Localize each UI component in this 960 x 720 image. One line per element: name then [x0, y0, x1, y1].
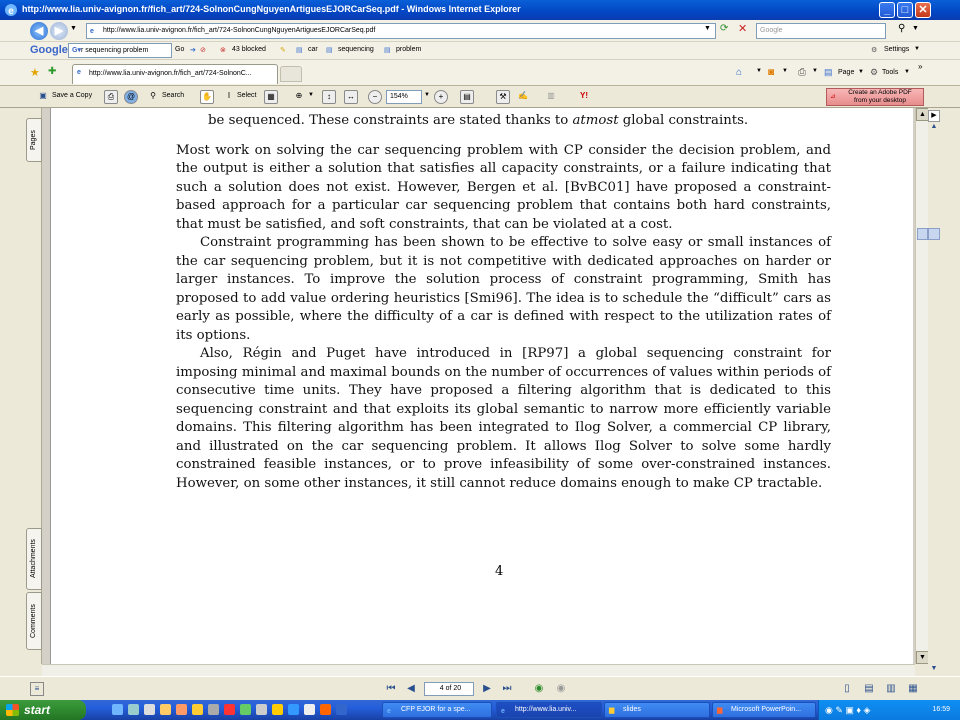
maximize-button[interactable]: □ — [897, 2, 913, 18]
hand-tool-icon[interactable]: ✋ — [200, 90, 214, 104]
line0-after: global constraints. — [618, 113, 749, 128]
settings-menu[interactable]: Settings — [884, 46, 910, 53]
print-pdf-icon[interactable]: ⎙ — [104, 90, 118, 104]
tab-label: http://www.lia.univ-avignon.fr/fich_art/724-SolnonC... — [89, 70, 252, 77]
ie-quicklaunch-icon[interactable] — [112, 704, 123, 715]
page-indicator-input[interactable]: 4 of 20 — [424, 682, 474, 696]
quicklaunch-icon-9[interactable] — [240, 704, 251, 715]
zoom-in-icon[interactable]: ⊕ — [295, 91, 303, 100]
bookmark-problem[interactable]: problem — [396, 46, 422, 53]
zoom-out-icon[interactable]: − — [368, 90, 382, 104]
page-layout-icon[interactable]: ▤ — [460, 90, 474, 104]
quicklaunch-icon-7[interactable] — [208, 704, 219, 715]
home-icon[interactable]: ⌂ — [736, 67, 743, 78]
address-dropdown-icon[interactable]: ▼ — [704, 25, 711, 32]
previous-page-icon[interactable]: ◀ — [407, 683, 415, 694]
task-powerpoint-icon: ▆ — [717, 707, 723, 714]
feeds-dropdown-icon[interactable]: ▼ — [782, 68, 788, 74]
ie-logo-icon — [4, 3, 18, 17]
email-icon[interactable]: @ — [124, 90, 138, 104]
save-copy-button[interactable]: Save a Copy — [52, 92, 93, 99]
settings-dropdown-icon[interactable]: ▼ — [914, 46, 920, 52]
actual-size-icon[interactable]: ↕ — [322, 90, 336, 104]
save-icon: ▣ — [39, 91, 47, 100]
home-dropdown-icon[interactable]: ▼ — [756, 68, 762, 74]
task-label: CFP EJOR for a spe... — [401, 706, 471, 713]
comments-tab[interactable]: Comments — [26, 592, 42, 650]
address-input[interactable] — [86, 23, 716, 39]
zoom-level-dropdown-icon[interactable]: ▼ — [424, 92, 430, 98]
line0-emphasis: atmost — [572, 113, 619, 128]
tools-icon[interactable]: ⚒ — [496, 90, 510, 104]
paragraph-3: Also, Régin and Puget have introduced in [RP97] a global sequencing constraint for imposing minimal and maximal bounds on the number of occurrences of values within periods of consecutive time units. They have proposed a filtering algorithm that is dedicated to this sequencing constraint and that exploits its global semantic to narrow more efficiently variable domains. This filtering algorithm has been integrated to Ilog Solver, a commercial CP library, and illustrated on the car sequencing problem. It allows Ilog Solver to solve some hardly constrained feasible instances, or to prove infeasibility of some over-constrained instances. However, on some other instances, it still cannot reduce domains enough to make CP tractable. — [176, 346, 831, 491]
browser-scroll-up-icon[interactable]: ▲ — [930, 123, 938, 130]
navigation-panel — [26, 108, 42, 664]
highlight-icon[interactable]: ✎ — [280, 47, 286, 54]
task-label: Microsoft PowerPoin... — [731, 706, 802, 713]
fit-width-icon[interactable]: ↔ — [344, 90, 358, 104]
task-ie-icon: e — [387, 708, 391, 715]
adobe-promo-line2: from your desktop — [853, 97, 907, 104]
tools-gear-icon: ⚙ — [870, 67, 879, 77]
left-margin — [0, 108, 26, 664]
continuous-facing-icon[interactable]: ▦ — [908, 683, 918, 694]
svg-text:e: e — [8, 6, 14, 17]
tab-active[interactable] — [72, 64, 278, 84]
forward-button[interactable]: ▶ — [50, 22, 68, 40]
refresh-icon[interactable]: ⟳ — [720, 23, 729, 34]
stop-icon[interactable]: ✕ — [738, 23, 748, 35]
binoculars-icon: ⚲ — [150, 91, 156, 100]
page-icon: e — [90, 28, 94, 35]
facing-pages-icon[interactable]: ▥ — [886, 683, 896, 694]
pages-tab[interactable]: Pages — [26, 118, 42, 162]
review-icon[interactable]: ▥ — [547, 91, 555, 100]
browser-scroll-down-icon[interactable]: ▼ — [930, 665, 938, 672]
window-title-bar — [0, 0, 960, 20]
history-dropdown-icon[interactable]: ▼ — [70, 25, 77, 32]
tray-icons: ◉ ✎ ▣ ♦ ◈ — [825, 705, 871, 715]
quicklaunch-icon-4[interactable] — [160, 704, 171, 715]
windows-logo-icon — [6, 704, 19, 716]
minimize-button[interactable]: _ — [879, 2, 895, 18]
bookmark-sequencing-icon: ▤ — [326, 47, 333, 54]
quicklaunch-icon-15[interactable] — [336, 704, 347, 715]
settings-icon: ⚙ — [871, 47, 878, 54]
scroll-up-icon[interactable]: ▲ — [916, 108, 929, 121]
zoom-level-input[interactable]: 154% — [386, 90, 422, 104]
paragraph-2: Constraint programming has been shown to be effective to solve easy or small instances of the car sequencing problem, but it is not competitive with dedicated approaches on harder or larger instances. To improve the solution process of constraint programming, Smith has proposed to add value ordering heuristics [Smi96]. The idea is to schedule the “difficult” cars as early as possible, where the difficulty of a car is defined with respect to the utilization rates of its options. — [176, 235, 831, 343]
quicklaunch-icon-12[interactable] — [288, 704, 299, 715]
last-page-icon[interactable]: ⏭ — [502, 683, 512, 694]
quicklaunch-icon-3[interactable] — [144, 704, 155, 715]
pdf-toolbar — [0, 86, 960, 108]
google-toolbar — [0, 42, 960, 60]
toolbar-overflow-icon[interactable]: » — [918, 62, 923, 71]
first-page-icon[interactable]: ⏮ — [386, 683, 396, 694]
taskbar-item-slides[interactable] — [604, 702, 710, 718]
quicklaunch-icon-6[interactable] — [192, 704, 203, 715]
blocked-icon: ⊗ — [220, 47, 226, 54]
google-search-input[interactable]: G▾r sequencing problem — [68, 43, 172, 58]
text-line-continued — [176, 112, 831, 131]
sign-icon[interactable]: ✍ — [518, 91, 528, 100]
scroll-thumb[interactable] — [917, 228, 928, 240]
taskbar-item-powerpoint[interactable] — [712, 702, 816, 718]
search-icon[interactable]: ⚲ — [898, 23, 906, 34]
browser-scroll-thumb[interactable] — [928, 228, 940, 240]
select-tool-button[interactable]: Select — [237, 92, 257, 99]
search-options-icon[interactable]: ▼ — [912, 25, 919, 32]
zoom-dropdown-icon[interactable]: ▼ — [308, 92, 314, 98]
right-margin — [928, 108, 960, 672]
page-number: 4 — [495, 564, 504, 579]
tab-bar — [0, 60, 960, 86]
popup-blocker-icon: ⊘ — [200, 47, 206, 54]
popups-blocked-count[interactable]: 43 blocked — [232, 46, 266, 53]
add-favorites-icon[interactable]: ✚ — [48, 66, 57, 77]
vertical-scrollbar[interactable] — [915, 108, 928, 664]
back-button[interactable]: ◀ — [30, 22, 48, 40]
taskbar-item-lia-univ[interactable] — [496, 702, 602, 718]
tab-page-icon: e — [77, 69, 81, 76]
search-input[interactable]: Google — [756, 23, 886, 39]
window-title: http://www.lia.univ-avignon.fr/fich_art/724-SolnonCungNguyenArtiguesEJORCarSeq.pdf - Windows Internet Explorer — [22, 4, 521, 14]
select-cursor-icon: I — [227, 91, 231, 100]
attachments-tab[interactable]: Attachments — [26, 528, 42, 590]
panel-expand-icon[interactable]: ▶ — [928, 110, 940, 122]
close-button[interactable]: ✕ — [915, 2, 931, 18]
print-icon[interactable]: ⎙ — [798, 67, 806, 78]
status-panel-icon[interactable]: ≡ — [30, 682, 44, 696]
quicklaunch-icon-14[interactable] — [320, 704, 331, 715]
bookmark-problem-icon: ▤ — [384, 47, 391, 54]
create-adobe-pdf-button[interactable] — [826, 88, 924, 106]
quicklaunch-icon-13[interactable] — [304, 704, 315, 715]
quicklaunch-icon-11[interactable] — [272, 704, 283, 715]
address-url: http://www.lia.univ-avignon.fr/fich_art/724-SolnonCungNguyenArtiguesEJORCarSeq.pdf — [103, 27, 376, 34]
pdf-page — [50, 108, 913, 664]
adobe-icon: ⊿ — [830, 93, 836, 100]
task-label: http://www.lia.univ... — [515, 706, 577, 713]
quicklaunch-icon-5[interactable] — [176, 704, 187, 715]
print-dropdown-icon[interactable]: ▼ — [812, 68, 818, 74]
start-label: start — [24, 703, 51, 717]
bookmark-sequencing[interactable]: sequencing — [338, 46, 374, 53]
page-menu-icon: ▤ — [824, 67, 833, 77]
horizontal-scrollbar[interactable] — [42, 664, 915, 676]
go-arrow-icon: ➔ — [190, 47, 196, 54]
favorites-star-icon[interactable]: ★ — [30, 67, 40, 79]
continuous-page-icon[interactable]: ▤ — [864, 683, 874, 694]
scroll-down-icon[interactable]: ▼ — [916, 651, 929, 664]
adobe-promo-line1: Create an Adobe PDF — [848, 89, 912, 96]
pdf-navigation-bar — [0, 676, 960, 700]
new-tab-button[interactable] — [280, 66, 302, 82]
system-tray — [818, 700, 960, 720]
bookmark-car-icon: ▤ — [296, 47, 303, 54]
google-logo: Google — [30, 44, 68, 56]
go-forward-view-icon[interactable]: ◉ — [556, 683, 566, 694]
windows-taskbar — [0, 700, 960, 720]
line0-before: be sequenced. These constraints are stated thanks to — [208, 113, 573, 128]
tools-dropdown-icon[interactable]: ▼ — [904, 69, 910, 75]
start-button[interactable] — [0, 700, 86, 720]
paragraph-1: Most work on solving the car sequencing problem with CP consider the decision problem, and the output is either a solution that satisfies all capacity constraints, or a failure indicating that such a solution does not exist. However, Bergen et al. [BvBC01] have proposed a constraint-based approach for a particular car sequencing problem that contains both hard constraints, that must be satisfied, and soft constraints, that can be violated at a cost. — [176, 142, 831, 232]
snapshot-icon[interactable]: ▦ — [264, 90, 278, 104]
clock: 16:59 — [932, 706, 950, 713]
go-back-view-icon[interactable]: ◉ — [534, 683, 544, 694]
quicklaunch-icon-2[interactable] — [128, 704, 139, 715]
quicklaunch-icon-8[interactable] — [224, 704, 235, 715]
single-page-icon[interactable]: ▯ — [844, 683, 850, 694]
tools-menu[interactable]: Tools — [882, 69, 899, 76]
zoom-plus-icon[interactable]: + — [434, 90, 448, 104]
google-query: r sequencing problem — [80, 47, 149, 54]
task-label: slides — [623, 706, 641, 713]
task-ie-icon: e — [501, 708, 505, 715]
page-dropdown-icon[interactable]: ▼ — [858, 69, 864, 75]
google-go-button[interactable]: Go — [175, 46, 185, 53]
bookmark-car[interactable]: car — [308, 46, 318, 53]
page-text — [176, 112, 831, 493]
taskbar-item-cfp-ejor[interactable] — [382, 702, 492, 718]
feeds-icon[interactable]: ◙ — [768, 67, 775, 78]
quicklaunch-icon-10[interactable] — [256, 704, 267, 715]
pdf-document-area — [42, 108, 915, 664]
search-pdf-button[interactable]: Search — [162, 92, 185, 99]
page-menu[interactable]: Page — [838, 69, 855, 76]
address-bar — [0, 20, 960, 42]
yahoo-icon[interactable]: Y! — [580, 91, 588, 100]
next-page-icon[interactable]: ▶ — [483, 683, 491, 694]
task-folder-icon: ▆ — [609, 707, 615, 714]
